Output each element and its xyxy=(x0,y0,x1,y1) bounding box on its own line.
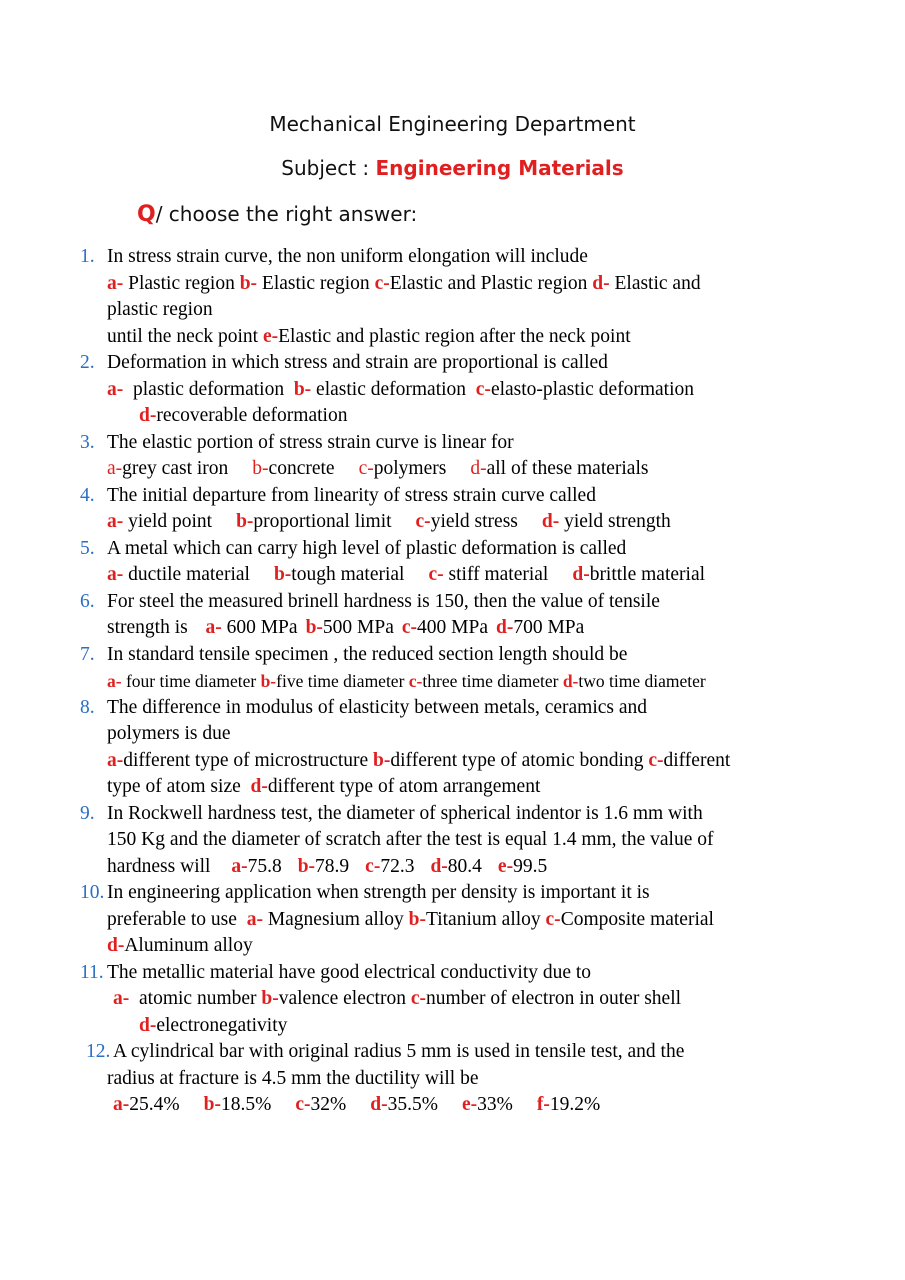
option-letter: d- xyxy=(107,935,125,956)
question-number: 1. xyxy=(80,246,95,267)
question-text: The metallic material have good electrical conductivity due to xyxy=(107,961,592,983)
option-text: 33% xyxy=(477,1094,513,1115)
option-text: Plastic region xyxy=(123,272,240,294)
option-text: different type of microstructure xyxy=(123,749,374,771)
option-letter: d- xyxy=(430,855,448,877)
options-line xyxy=(0,668,905,695)
question-number: 11. xyxy=(80,961,104,983)
question-stem-line xyxy=(0,350,905,377)
option-text: 32% xyxy=(310,1094,347,1115)
option-letter: a- xyxy=(107,749,124,771)
option-text: 78.9 xyxy=(315,855,350,877)
option-text: number of electron in outer shell xyxy=(425,988,682,1009)
question-text: The difference in modulus of elasticity between metals, ceramics and xyxy=(107,696,648,718)
option-letter: c- xyxy=(648,749,664,771)
option-text: type of atom size xyxy=(107,776,251,797)
question-stem-line xyxy=(0,1039,905,1066)
subject-line xyxy=(0,156,905,180)
option-text: elastic deformation xyxy=(311,378,476,400)
option-text: hardness will xyxy=(107,855,216,877)
question-stem-line xyxy=(0,880,905,907)
option-text: 400 MPa xyxy=(417,617,488,638)
option-text: 25.4% xyxy=(129,1094,180,1115)
question-text: Deformation in which stress and strain are proportional is called xyxy=(107,352,608,373)
options-line xyxy=(0,986,905,1013)
option-text: 80.4 xyxy=(447,855,482,877)
option-letter: b- xyxy=(373,749,391,771)
options-line xyxy=(0,456,905,483)
option-letter: c- xyxy=(475,378,491,400)
option-text: different xyxy=(663,749,731,771)
option-text: Elastic and Plastic region xyxy=(389,272,593,294)
question-number: 6. xyxy=(80,590,95,612)
question-text: In Rockwell hardness test, the diameter of spherical indentor is 1.6 mm with xyxy=(107,802,703,824)
option-text: 72.3 xyxy=(380,855,415,877)
option-text: plastic deformation xyxy=(123,378,294,400)
option-letter: d- xyxy=(541,511,560,532)
question-number: 2. xyxy=(80,352,95,373)
option-text: strength is xyxy=(107,617,198,638)
option-letter: b- xyxy=(408,908,426,930)
instruction xyxy=(137,202,417,227)
option-text: yield point xyxy=(123,511,213,532)
question-text: The initial departure from linearity of stress strain curve called xyxy=(107,484,596,506)
question-stem-line xyxy=(0,589,905,616)
option-letter: d- xyxy=(562,671,579,691)
option-text: 700 MPa xyxy=(513,617,585,638)
question-number: 9. xyxy=(80,802,95,824)
option-letter: d- xyxy=(250,776,268,797)
option-letter: b- xyxy=(297,855,316,877)
option-letter: b- xyxy=(239,272,258,294)
options-line xyxy=(0,774,905,801)
option-letter: c- xyxy=(295,1094,311,1115)
q-mark: Q xyxy=(137,202,156,227)
option-letter: a- xyxy=(107,671,122,691)
option-text: different type of atomic bonding xyxy=(390,749,649,771)
option-text: four time diameter xyxy=(121,671,261,691)
department-title: Mechanical Engineering Department xyxy=(269,112,636,136)
option-letter: a- xyxy=(107,378,124,400)
option-text: 18.5% xyxy=(220,1094,272,1115)
option-text: 75.8 xyxy=(247,855,282,877)
question-stem-line xyxy=(0,960,905,987)
option-letter: c- xyxy=(428,564,444,585)
option-letter: d- xyxy=(496,617,514,638)
options-line xyxy=(0,324,905,351)
option-letter: b- xyxy=(260,671,277,691)
options-line xyxy=(0,748,905,775)
options-line xyxy=(0,907,905,934)
option-letter: a- xyxy=(231,855,248,877)
question-text: In standard tensile specimen , the reduced section length should be xyxy=(107,643,628,665)
option-letter: a- xyxy=(107,458,123,479)
option-letter: d- xyxy=(139,1014,157,1036)
option-letter: a- xyxy=(205,617,222,638)
option-text: Composite material xyxy=(560,908,714,930)
options-line xyxy=(0,509,905,536)
question-stem-line xyxy=(0,483,905,510)
question-stem-line xyxy=(0,536,905,563)
option-letter: d- xyxy=(572,564,590,585)
option-letter: c- xyxy=(415,511,431,532)
option-text: 99.5 xyxy=(513,855,548,877)
option-letter: b- xyxy=(261,988,279,1009)
options-line xyxy=(0,615,905,642)
option-letter: e- xyxy=(262,325,279,347)
option-text: different type of atom arrangement xyxy=(267,776,541,797)
option-letter: b- xyxy=(305,617,323,638)
option-letter: b- xyxy=(252,458,269,479)
option-text: Elastic region xyxy=(257,272,375,294)
option-text: preferable to use xyxy=(107,908,247,930)
option-letter: b- xyxy=(203,1094,221,1115)
option-text: recoverable deformation xyxy=(156,405,348,426)
option-text: electronegativity xyxy=(156,1014,288,1036)
option-text: yield stress xyxy=(430,511,518,532)
option-text: polymers xyxy=(373,458,447,479)
subject-label: Subject : xyxy=(281,156,376,180)
option-letter: a- xyxy=(107,511,124,532)
question-text: In stress strain curve, the non uniform elongation will include xyxy=(107,246,588,267)
question-text: 150 Kg and the diameter of scratch after the test is equal 1.4 mm, the value of xyxy=(107,829,714,850)
option-letter: c- xyxy=(365,855,381,877)
option-text: atomic number xyxy=(129,988,262,1009)
option-letter: b- xyxy=(293,378,312,400)
option-text: 19.2% xyxy=(549,1094,601,1115)
option-letter: c- xyxy=(374,272,390,294)
question-text: The elastic portion of stress strain curve is linear for xyxy=(107,431,514,453)
question-stem-line xyxy=(0,801,905,828)
option-letter: c- xyxy=(401,617,418,638)
option-letter: d- xyxy=(139,405,157,426)
option-text: two time diameter xyxy=(578,671,706,691)
question-text: For steel the measured brinell hardness is 150, then the value of tensile xyxy=(107,590,660,612)
option-text: five time diameter xyxy=(276,671,409,691)
option-letter: b- xyxy=(273,564,292,585)
question-stem-line xyxy=(0,244,905,271)
option-text: ductile material xyxy=(123,564,250,585)
option-letter: a- xyxy=(107,564,124,585)
option-text: Elastic and plastic region after the neck point xyxy=(278,325,631,347)
question-list xyxy=(0,244,905,1119)
question-stem-line xyxy=(0,827,905,854)
option-letter: c- xyxy=(410,988,426,1009)
option-letter: a- xyxy=(246,908,263,930)
option-text: plastic region xyxy=(107,299,213,320)
option-text: concrete xyxy=(268,458,335,479)
option-letter: c- xyxy=(545,908,561,930)
options-line xyxy=(0,377,905,404)
option-text: Elastic and xyxy=(609,272,701,294)
question-number: 7. xyxy=(80,643,95,665)
question-text: polymers is due xyxy=(107,723,231,744)
question-text: A cylindrical bar with original radius 5 mm is used in tensile test, and the xyxy=(113,1041,685,1062)
options-line xyxy=(0,1013,905,1040)
options-line xyxy=(0,297,905,324)
option-letter: b- xyxy=(236,511,254,532)
subject-value: Engineering Materials xyxy=(375,156,624,180)
options-line xyxy=(0,403,905,430)
option-text: Aluminum alloy xyxy=(124,935,253,956)
question-stem-line xyxy=(0,1066,905,1093)
option-letter: c- xyxy=(408,671,423,691)
option-letter: a- xyxy=(107,272,124,294)
question-text: In engineering application when strength per density is important it is xyxy=(107,882,650,903)
option-text: tough material xyxy=(291,564,405,585)
instruction-text: / choose the right answer: xyxy=(155,202,418,226)
question-stem-line xyxy=(0,642,905,669)
option-letter: d- xyxy=(370,1094,388,1115)
question-text: A metal which can carry high level of plastic deformation is called xyxy=(107,537,627,559)
question-number: 8. xyxy=(80,696,95,718)
option-text: 600 MPa xyxy=(221,617,298,638)
option-text: all of these materials xyxy=(486,458,649,479)
options-line xyxy=(0,1092,905,1119)
option-text: valence electron xyxy=(278,988,411,1009)
options-line xyxy=(0,562,905,589)
option-text: grey cast iron xyxy=(122,458,229,479)
option-text: three time diameter xyxy=(422,671,563,691)
option-letter: a- xyxy=(113,988,130,1009)
question-stem-line xyxy=(0,721,905,748)
option-text: stiff material xyxy=(443,564,549,585)
option-letter: a- xyxy=(113,1094,130,1115)
option-text: until the neck point xyxy=(107,325,263,347)
question-number: 3. xyxy=(80,431,95,453)
option-letter: d- xyxy=(592,272,610,294)
question-number: 10. xyxy=(80,882,105,903)
question-number: 5. xyxy=(80,537,95,559)
option-text: Titanium alloy xyxy=(425,908,546,930)
question-stem-line xyxy=(0,695,905,722)
option-letter: c- xyxy=(358,458,374,479)
question-number: 4. xyxy=(80,484,95,506)
option-text: 35.5% xyxy=(387,1094,438,1115)
option-letter: e- xyxy=(497,855,514,877)
option-letter: e- xyxy=(461,1094,478,1115)
option-letter: d- xyxy=(470,458,487,479)
option-text: brittle material xyxy=(589,564,706,585)
question-text: radius at fracture is 4.5 mm the ductility will be xyxy=(107,1067,479,1089)
question-stem-line xyxy=(0,430,905,457)
option-text: proportional limit xyxy=(253,511,392,532)
options-line xyxy=(0,271,905,298)
option-text: yield strength xyxy=(559,511,671,532)
options-line xyxy=(0,854,905,881)
option-letter: f- xyxy=(536,1094,550,1115)
option-text: Magnesium alloy xyxy=(262,908,409,930)
option-text: 500 MPa xyxy=(322,617,394,638)
question-number: 12. xyxy=(86,1041,111,1062)
option-text: elasto-plastic deformation xyxy=(490,378,694,400)
options-line xyxy=(0,933,905,960)
